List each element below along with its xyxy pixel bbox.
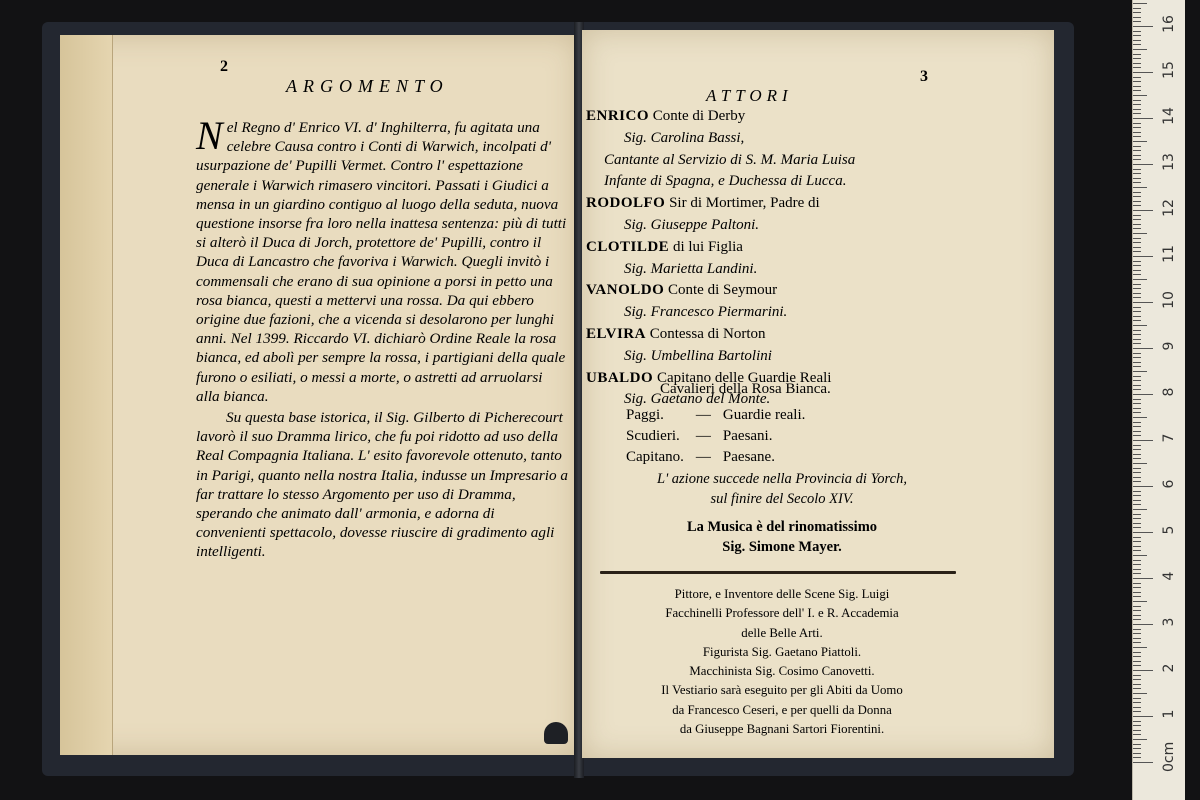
ruler-number: 11 [1161,245,1177,263]
ruler-tick [1133,339,1141,340]
ruler-tick [1133,293,1141,294]
ruler-tick [1133,550,1141,551]
singer-name: Sig. Giuseppe Paltoni. [624,216,759,233]
ruler-tick [1133,445,1141,446]
ruler-tick [1133,288,1141,289]
ruler-tick [1133,178,1141,179]
ruler-tick [1133,376,1141,377]
ruler-tick [1133,35,1141,36]
ruler-tick [1133,688,1141,689]
ruler-tick [1133,477,1141,478]
ruler-tick [1133,58,1141,59]
ruler-tick [1133,619,1141,620]
chorus-dash: — [695,407,711,423]
ruler-tick [1133,748,1141,749]
ruler-tick [1133,316,1141,317]
ruler-tick [1133,606,1141,607]
ruler-tick [1133,320,1141,321]
ruler-tick [1133,242,1141,243]
ruler-tick [1133,564,1141,565]
ruler-tick [1133,408,1141,409]
cast-list [586,106,950,411]
ruler-tick [1133,54,1141,55]
ruler-tick [1133,164,1153,165]
ruler-tick [1133,610,1141,611]
ruler-tick [1133,302,1153,303]
ruler-tick [1133,357,1141,358]
singer-name: Sig. Gaetano del Monte. [624,391,771,408]
ruler-tick [1133,31,1141,32]
ruler-tick [1133,21,1141,22]
ruler-tick [1133,343,1141,344]
ruler-tick [1133,353,1141,354]
horizontal-rule [600,571,956,574]
ruler-tick [1133,205,1141,206]
ruler-tick [1133,642,1141,643]
ruler-number: 4 [1161,571,1177,581]
ruler-tick [1133,3,1147,4]
ruler-tick [1133,753,1141,754]
ruler-tick [1133,385,1141,386]
role-name: UBALDO [586,369,654,386]
ruler-tick [1133,573,1141,574]
credit-line: Pittore, e Inventore delle Scene Sig. Luigi [674,587,890,601]
ruler-number: 8 [1161,387,1177,397]
singer-name: Sig. Carolina Bassi, [624,129,745,146]
ruler-tick [1133,182,1141,183]
ruler-tick [1133,380,1141,381]
cast-role-line [586,106,950,128]
ruler-tick [1133,435,1141,436]
ruler-tick [1133,449,1141,450]
credit-line: Macchinista Sig. Cosimo Canovetti. [689,664,875,679]
ruler-tick [1133,72,1153,73]
ruler-tick [1133,81,1141,82]
cast-role-line [586,237,950,259]
ruler-tick [1133,270,1141,271]
ruler-tick [1133,629,1141,630]
ruler-tick [1133,155,1141,156]
ruler-tick [1133,325,1147,326]
ruler-tick [1133,187,1147,188]
ruler-tick [1133,150,1141,151]
ruler-tick [1133,67,1141,68]
ruler-number: 10 [1161,291,1177,309]
chorus-cell: Scudieri. [626,428,680,444]
ruler-tick [1133,95,1147,96]
singer-name: Sig. Francesco Piermarini. [624,304,788,321]
ruler-tick [1133,596,1141,597]
ruler-tick [1133,330,1141,331]
ruler-tick [1133,569,1141,570]
ruler-tick [1133,228,1141,229]
left-page-flap [60,35,113,755]
ruler-number: 7 [1161,433,1177,443]
ruler-tick [1133,601,1147,602]
azione-line: L' azione succede nella Provincia di Yorch, [657,471,907,487]
ruler-tick [1133,721,1141,722]
ruler-number: 1 [1161,709,1177,719]
chorus-cell: Paesani. [722,428,773,444]
ruler-tick [1133,523,1141,524]
musica-line: La Musica è del rinomatissimo [686,519,878,535]
argomento-text [196,113,568,562]
role-description: Contessa di Norton [645,325,766,342]
ruler-tick [1133,675,1141,676]
chorus-dash: — [695,449,711,465]
ruler-tick [1133,431,1141,432]
ruler-tick [1133,77,1141,78]
ruler-tick [1133,679,1141,680]
ruler-tick [1133,730,1141,731]
ruler-tick [1133,389,1141,390]
right-page-title: ATTORI [706,86,793,105]
ruler-tick [1133,491,1141,492]
ruler-tick [1133,8,1141,9]
ruler-number: 15 [1161,61,1177,79]
ruler-tick [1133,136,1141,137]
chorus-cell: Guardie reali. [722,407,806,423]
ruler-tick [1133,123,1141,124]
ruler-tick [1133,274,1141,275]
measurement-ruler [1132,0,1185,800]
ruler-tick [1133,518,1141,519]
ruler-tick [1133,468,1141,469]
ruler-tick [1133,656,1141,657]
binding-notch [544,722,568,744]
credit-line: da Francesco Ceseri, e per quelli da Donna [672,702,892,717]
ruler-tick [1133,224,1141,225]
role-description: di lui Figlia [669,238,743,255]
ruler-tick [1133,698,1141,699]
ruler-tick [1133,670,1153,671]
ruler-number: 9 [1161,341,1177,351]
ruler-tick [1133,146,1141,147]
ruler-tick [1133,495,1141,496]
ruler-tick [1133,141,1147,142]
ruler-tick [1133,417,1147,418]
ruler-tick [1133,169,1141,170]
ruler-tick [1133,711,1141,712]
ruler-tick [1133,261,1141,262]
ruler-tick [1133,532,1153,533]
ruler-number: 0cm [1161,741,1177,772]
ruler-tick [1133,440,1153,441]
ruler-tick [1133,504,1141,505]
musica-note [612,517,952,557]
ruler-tick [1133,113,1141,114]
ruler-tick [1133,238,1141,239]
ruler-tick [1133,233,1147,234]
cavalieri-heading: Cavalieri della Rosa Bianca. [660,381,831,397]
ruler-tick [1133,86,1141,87]
cast-role-line [586,280,950,302]
singer-note: Cantante al Servizio di S. M. Maria Luisa [604,151,856,168]
ruler-tick [1133,587,1141,588]
ruler-tick [1133,454,1141,455]
ruler-tick [1133,215,1141,216]
ruler-tick [1133,90,1141,91]
ruler-tick [1133,348,1153,349]
ruler-tick [1133,661,1141,662]
ruler-tick [1133,12,1141,13]
ruler-tick [1133,192,1141,193]
credit-line: delle Belle Arti. [741,625,823,640]
ruler-tick [1133,100,1141,101]
ruler-tick [1133,500,1141,501]
ruler-number: 12 [1161,199,1177,217]
chorus-dash: — [695,428,711,444]
ruler-tick [1133,279,1147,280]
cast-role-line [586,324,950,346]
chorus-cell: Capitano. [626,449,684,465]
ruler-tick [1133,725,1141,726]
ruler-tick [1133,403,1141,404]
credit-line: Figurista Sig. Gaetano Piattoli. [702,644,862,659]
role-description: Capitano delle Guardie Reali [653,369,832,386]
ruler-tick [1133,399,1141,400]
ruler-tick [1133,201,1141,202]
ruler-tick [1133,762,1153,763]
ruler-tick [1133,592,1141,593]
singer-note: Infante di Spagna, e Duchessa di Lucca. [604,173,847,190]
ruler-tick [1133,665,1141,666]
ruler-tick [1133,412,1141,413]
ruler-tick [1133,546,1141,547]
credit-line: Il Vestiario sarà eseguito per gli Abiti da Uomo [661,683,903,698]
ruler-number: 14 [1161,107,1177,125]
ruler-tick [1133,555,1147,556]
right-page-number: 3 [920,68,928,85]
azione-line: sul finire del Secolo XIV. [710,490,854,507]
left-page-title: ARGOMENTO [286,76,449,96]
ruler-tick [1133,219,1141,220]
credit-line: da Giuseppe Bagnani Sartori Fiorentini. [679,722,885,737]
ruler-tick [1133,44,1141,45]
role-description: Sir di Mortimer, Padre di [665,195,820,212]
ruler-tick [1133,458,1141,459]
ruler-tick [1133,173,1141,174]
ruler-number: 5 [1161,525,1177,535]
ruler-tick [1133,311,1141,312]
ruler-tick [1133,744,1141,745]
musica-line: Sig. Simone Mayer. [722,539,842,555]
chorus-row [626,405,815,426]
left-page-number: 2 [220,58,228,75]
ruler-tick [1133,739,1147,740]
role-description: Conte di Seymour [664,282,778,299]
ruler-tick [1133,132,1141,133]
ruler-tick [1133,684,1141,685]
ruler-tick [1133,583,1141,584]
ruler-tick [1133,256,1153,257]
production-credits [592,585,972,739]
ruler-tick [1133,541,1141,542]
ruler-tick [1133,426,1141,427]
chorus-cell: Paesane. [722,449,775,465]
singer-name: Sig. Umbellina Bartolini [624,347,772,364]
ruler-tick [1133,210,1153,211]
ruler-tick [1133,693,1147,694]
ruler-tick [1133,638,1141,639]
ruler-number: 3 [1161,617,1177,627]
ruler-number: 16 [1161,15,1177,33]
ruler-tick [1133,716,1153,717]
chorus-table [626,405,815,468]
ruler-tick [1133,265,1141,266]
ruler-number: 13 [1161,153,1177,171]
ruler-tick [1133,633,1141,634]
chorus-row [626,447,815,468]
argomento-paragraph-1: Nel Regno d' Enrico VI. d' Inghilterra, fu agitata una celebre Causa contro i Conti di Warwich, incolpati d' usurpazione de' Pupilli Vermet. Contro l' espettazione generale i Warwich rimasero vincitori. Passati i Giudici a mensa in un giardino contiguo al luogo della seduta, nuova questione insorse fra loro nella inattesa sentenza: più di tutti si alterò il Duca di Jorch, protettore de' Pupilli, contro il Duca di Lancastro che favoriva i Warwich. Quegli invitò i commensali che erano di sua opinione a porsi in petto una rosa bianca, questi a mettervi una rossa. Da qui ebbero origine due fazioni, che a vicenda si desolarono per lunghi anni. Nel 1399. Riccardo VI. dichiarò Ordine Reale la rosa bianca, ed abolì per sempre la rossa, i partigiani della quale furono o esiliati, o messi a morte, o astretti ad arruolarsi alla bianca. [196,113,567,405]
ruler-tick [1133,297,1141,298]
ruler-tick [1133,63,1141,64]
ruler-tick [1133,127,1141,128]
ruler-tick [1133,481,1141,482]
singer-name: Sig. Marietta Landini. [624,260,758,277]
ruler-tick [1133,247,1141,248]
chorus-cell: Paggi. [626,407,664,423]
ruler-tick [1133,537,1141,538]
role-name: CLOTILDE [586,238,670,255]
ruler-tick [1133,251,1141,252]
chorus-row [626,426,815,447]
role-name: VANOLDO [586,282,665,299]
ruler-tick [1133,40,1141,41]
ruler-tick [1133,486,1153,487]
ruler-tick [1133,702,1141,703]
ruler-tick [1133,366,1141,367]
role-name: ELVIRA [586,325,646,342]
credit-line: Facchinelli Professore dell' I. e R. Accademia [665,606,899,621]
ruler-tick [1133,49,1147,50]
ruler-number: 6 [1161,479,1177,489]
azione-note [612,470,952,509]
role-description: Conte di Derby [649,108,746,124]
ruler-tick [1133,26,1153,27]
ruler-tick [1133,109,1141,110]
ruler-tick [1133,118,1153,119]
cast-role-line [586,193,950,215]
argomento-paragraph-2: Su questa base istorica, il Sig. Gilberto di Picherecourt lavorò il suo Dramma lirico, che fu poi ridotto ad uso della Real Compagnia Italiana. L' esito favorevole ottenuto, tanto in Parigi, quanto nella nostra Italia, indusse un Impresario a far trattare lo stesso Argomento per uso di Dramma, sperando che animato dall' armonia, e adorna di convenienti spettacolo, dovesse riuscire di gradimento agli intelligenti. [196,409,568,561]
ruler-tick [1133,578,1153,579]
ruler-tick [1133,757,1141,758]
ruler-tick [1133,652,1141,653]
ruler-tick [1133,647,1147,648]
ruler-tick [1133,472,1141,473]
ruler-tick [1133,624,1153,625]
ruler-tick [1133,560,1141,561]
role-name: RODOLFO [586,195,666,212]
ruler-tick [1133,394,1153,395]
ruler-tick [1133,527,1141,528]
ruler-tick [1133,334,1141,335]
ruler-tick [1133,284,1141,285]
ruler-tick [1133,734,1141,735]
ruler-tick [1133,463,1147,464]
ruler-tick [1133,371,1147,372]
role-name: ENRICO [586,108,650,124]
ruler-tick [1133,17,1141,18]
ruler-tick [1133,514,1141,515]
ruler-tick [1133,422,1141,423]
ruler-tick [1133,196,1141,197]
ruler-tick [1133,362,1141,363]
ruler-number: 2 [1161,663,1177,673]
ruler-tick [1133,707,1141,708]
ruler-tick [1133,509,1147,510]
ruler-tick [1133,307,1141,308]
ruler-tick [1133,615,1141,616]
ruler-tick [1133,159,1141,160]
ruler-tick [1133,104,1141,105]
